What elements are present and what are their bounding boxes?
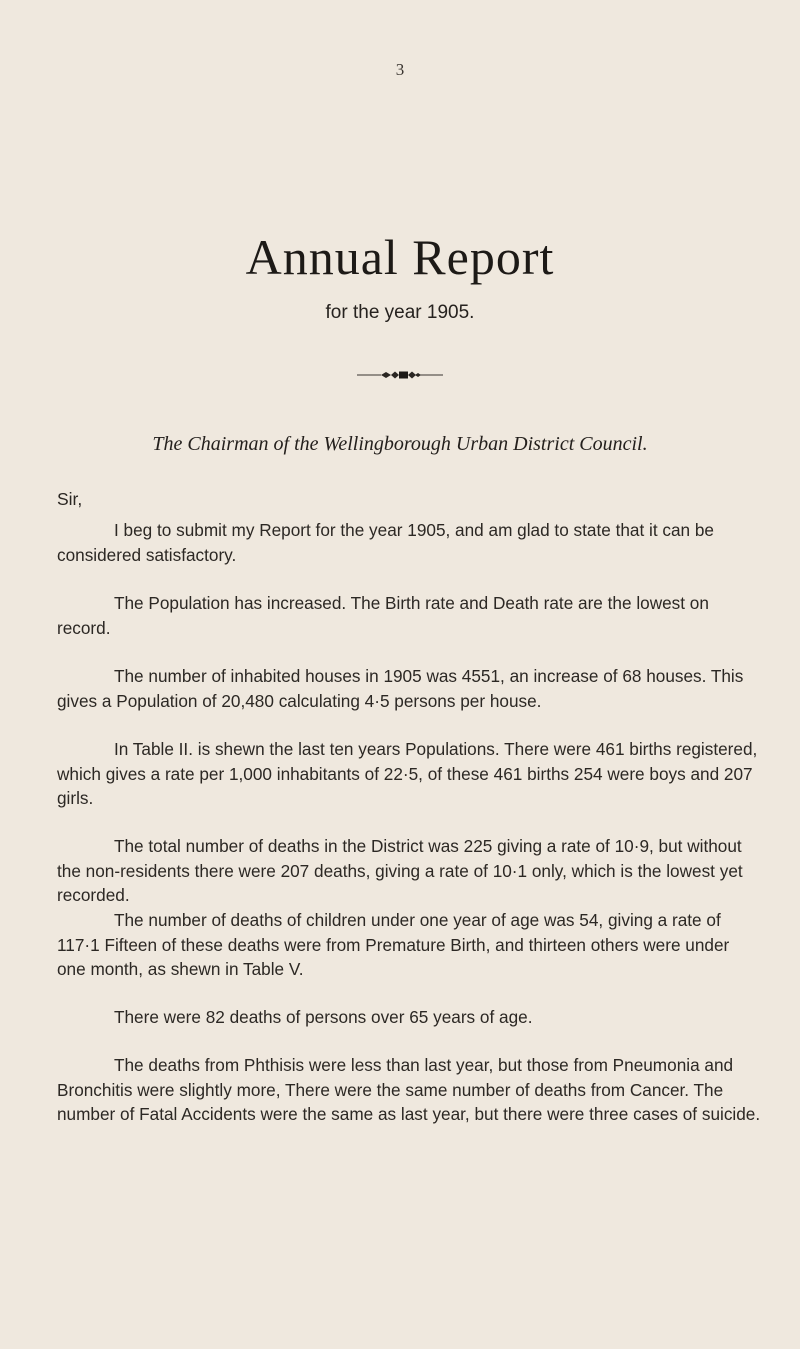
addressee-line: The Chairman of the Wellingborough Urban District Council.: [152, 433, 648, 455]
paragraph-elderly-deaths: There were 82 deaths of persons over 65 years of age.: [114, 1007, 533, 1027]
paragraph-births: In Table II. is shewn the last ten years Populations. There were 461 births registered, which gives a rate per 1,000 inhabitants of 22·5, of these 461 births 254 were boys and 207 girls.: [57, 739, 758, 808]
page-number: 3: [395, 60, 405, 79]
paragraph-deaths: The total number of deaths in the District was 225 giving a rate of 10·9, but without the non-residents there were 207 deaths, giving a rate of 10·1 only, which is the lowest yet recorded.: [57, 836, 743, 905]
salutation: Sir,: [57, 489, 83, 509]
paragraph-causes-of-death: The deaths from Phthisis were less than last year, but those from Pneumonia and Bronchitis were slightly more, There were the same number of deaths from Cancer. The number of Fatal Accidents were the same as last year, but there were three cases of suicide.: [57, 1055, 761, 1124]
paragraph-houses: The number of inhabited houses in 1905 was 4551, an increase of 68 houses. This gives a Population of 20,480 calculating 4·5 persons per house.: [57, 666, 744, 711]
paragraph-infant-deaths: The number of deaths of children under one year of age was 54, giving a rate of 117·1 Fifteen of these deaths were from Premature Birth, and thirteen others were under one month, as shewn in Table V.: [57, 910, 730, 979]
paragraph-introduction: I beg to submit my Report for the year 1905, and am glad to state that it can be considered satisfactory.: [57, 520, 714, 565]
divider-ornament-icon: [357, 369, 443, 381]
report-title: Annual Report: [245, 229, 555, 285]
paragraph-population: The Population has increased. The Birth rate and Death rate are the lowest on record.: [57, 593, 709, 638]
report-subtitle: for the year 1905.: [325, 302, 475, 323]
